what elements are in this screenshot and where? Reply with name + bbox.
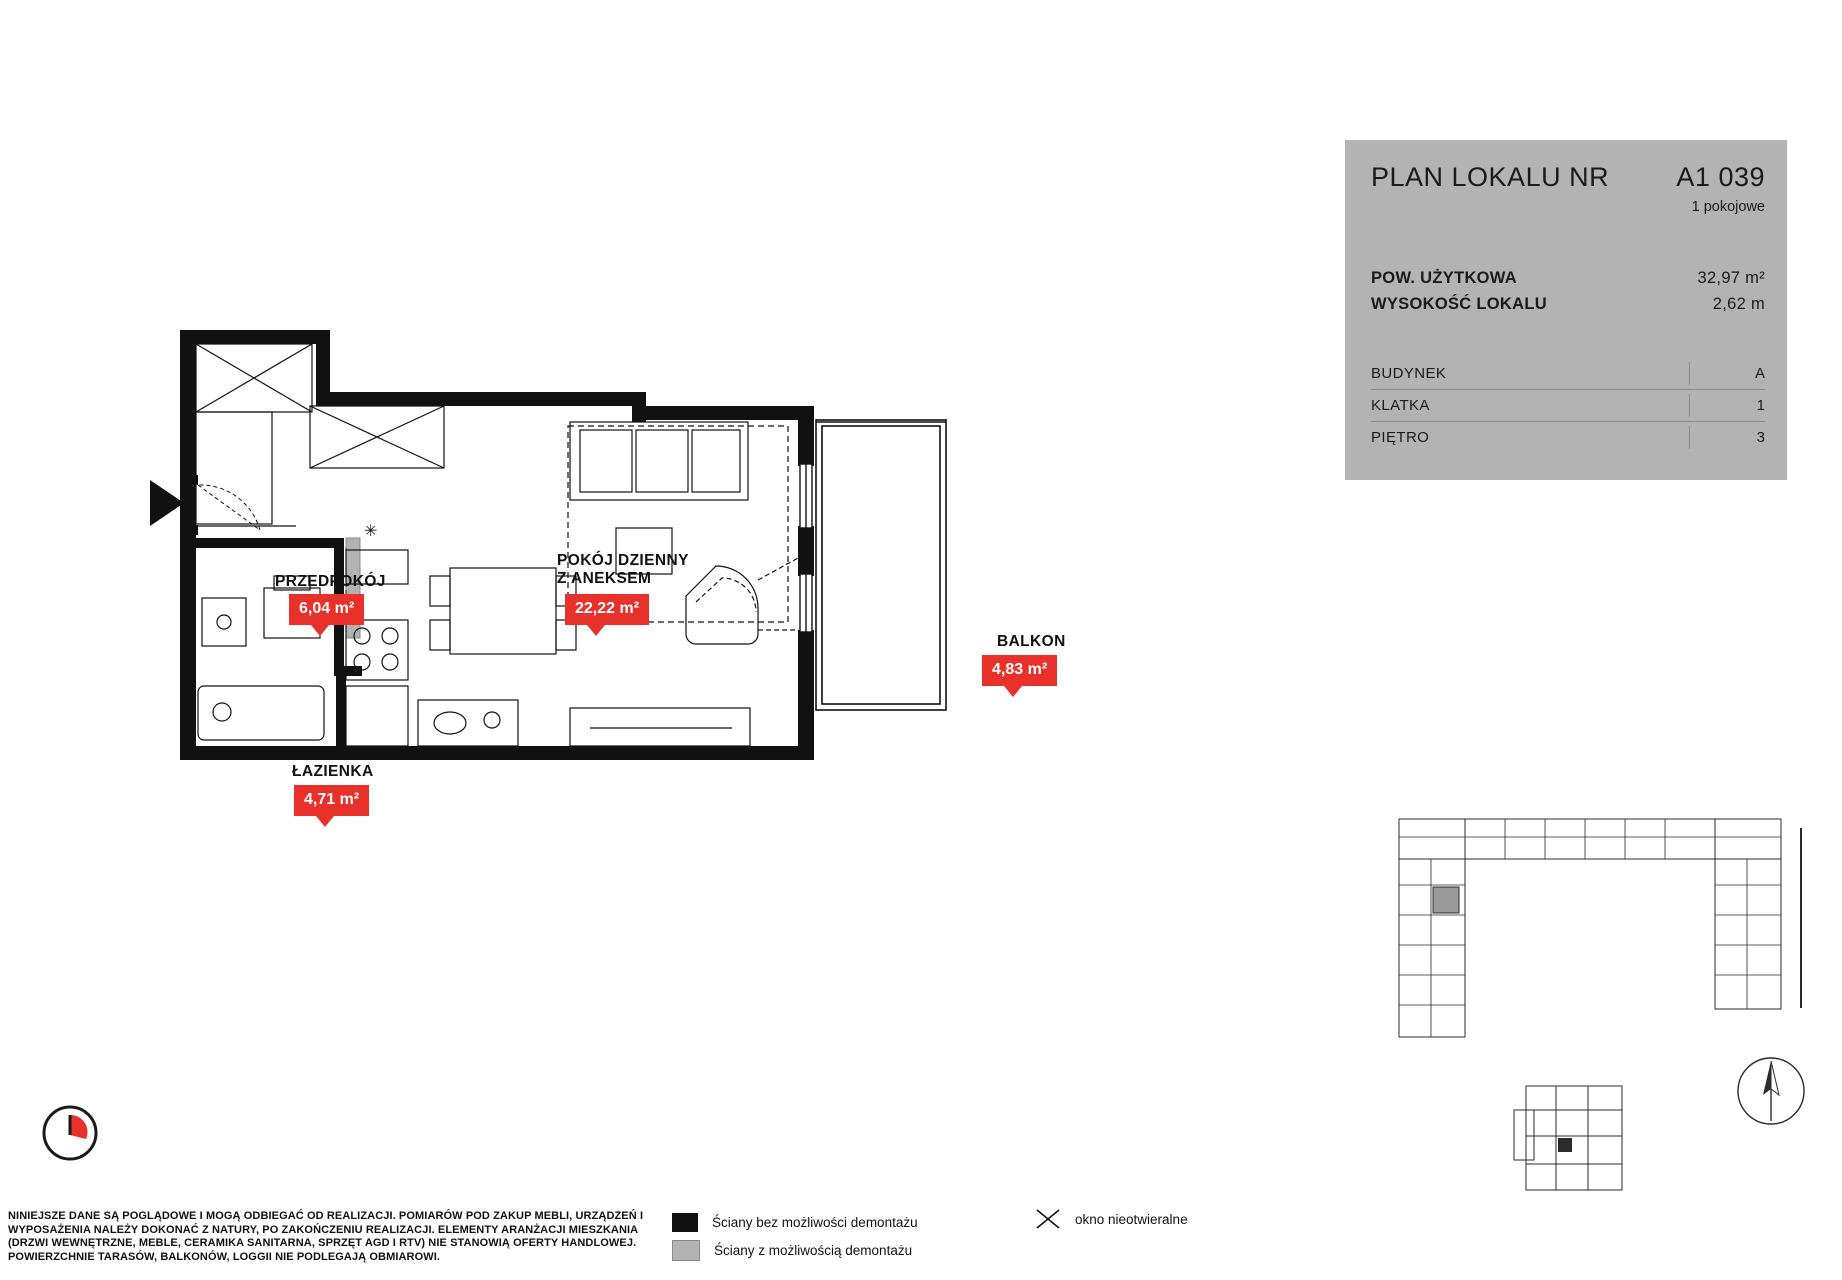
room-label-balcony: BALKON — [997, 633, 1066, 650]
row-divider — [1689, 362, 1690, 385]
company-logo-icon — [42, 1105, 98, 1161]
row-value: 1 — [1756, 397, 1765, 414]
room-area-balcony: 4,83 m² — [982, 655, 1057, 686]
row-divider — [1689, 426, 1690, 449]
keyplan-scale-line — [1800, 828, 1802, 1008]
table-row — [1371, 422, 1765, 453]
compass-north-icon — [1735, 1055, 1807, 1132]
row-key: BUDYNEK — [1371, 365, 1447, 382]
metric-key: POW. UŻYTKOWA — [1371, 269, 1517, 287]
row-key: KLATKA — [1371, 397, 1430, 414]
info-metrics — [1371, 265, 1765, 317]
legend-label: Ściany bez możliwości demontażu — [712, 1214, 918, 1230]
table-row — [1371, 390, 1765, 422]
info-title-row — [1371, 162, 1765, 193]
row-divider — [1689, 394, 1690, 417]
legend-label: okno nieotwieralne — [1075, 1211, 1188, 1227]
black-wall-swatch-icon — [672, 1213, 698, 1232]
unit-code: A1 039 — [1676, 162, 1765, 192]
info-table — [1371, 358, 1765, 453]
legend-item-walls-removable — [672, 1236, 1292, 1264]
metric-value: 32,97 m² — [1697, 269, 1765, 287]
disclaimer-text: NINIEJSZE DANE SĄ POGLĄDOWE I MOGĄ ODBIEGAĆ OD REALIZACJI. POMIARÓW POD ZAKUP MEBLI, URZĄDZEŃ I WYPOSAŻENIA NALEŻY DOKONAĆ Z NATURY, PO ZAKOŃCZENIU REALIZACJI. ELEMENTY ARANŻACJI MIESZKANIA (DRZWI WEWNĘTRZNE, MEBLE, CERAMIKA SANITARNA, SPRZĘT AGD I RTV) NIE STANOWIĄ OFERTY HANDLOWEJ. POWIERZCHNIE TARASÓW, BALKONÓW, LOGGII NIE PODLEGAJĄ OBMIAROWI. — [8, 1210, 644, 1263]
row-key: PIĘTRO — [1371, 429, 1430, 446]
page-title: PLAN LOKALU NR — [1371, 162, 1610, 192]
room-label-living-line2: Z ANEKSEM — [557, 570, 652, 587]
plan-walls — [180, 330, 814, 760]
row-value: 3 — [1756, 429, 1765, 446]
room-area-bath: 4,71 m² — [294, 785, 369, 816]
room-label-living-line1: POKÓJ DZIENNY — [557, 552, 689, 569]
room-area-hall: 6,04 m² — [289, 594, 364, 625]
plan-balcony — [816, 420, 946, 710]
room-area-living: 22,22 m² — [565, 594, 649, 625]
legend-item-walls-fixed — [672, 1208, 1292, 1236]
legend-item-window-fixed — [1035, 1208, 1188, 1230]
unit-info-box — [1345, 140, 1787, 480]
legend — [672, 1208, 1292, 1264]
metric-key: WYSOKOŚĆ LOKALU — [1371, 295, 1547, 313]
room-label-hall: PRZEDPOKÓJ — [275, 573, 386, 590]
svg-text:✳: ✳ — [364, 523, 378, 540]
legend-label: Ściany z możliwością demontażu — [714, 1242, 913, 1258]
info-metric-row — [1371, 291, 1765, 317]
metric-value: 2,62 m — [1712, 295, 1765, 313]
site-keyplan — [1508, 1080, 1638, 1205]
site-unit-highlight — [1558, 1138, 1572, 1152]
row-value: A — [1754, 365, 1765, 382]
info-metric-row — [1371, 265, 1765, 291]
building-keyplan — [1395, 815, 1785, 1045]
keyplan-unit-highlight — [1433, 887, 1459, 913]
x-mark-icon — [1035, 1208, 1061, 1230]
gray-wall-swatch-icon — [672, 1240, 700, 1261]
room-label-bath: ŁAZIENKA — [292, 763, 374, 780]
unit-subtitle: 1 pokojowe — [1691, 199, 1765, 215]
table-row — [1371, 358, 1765, 390]
